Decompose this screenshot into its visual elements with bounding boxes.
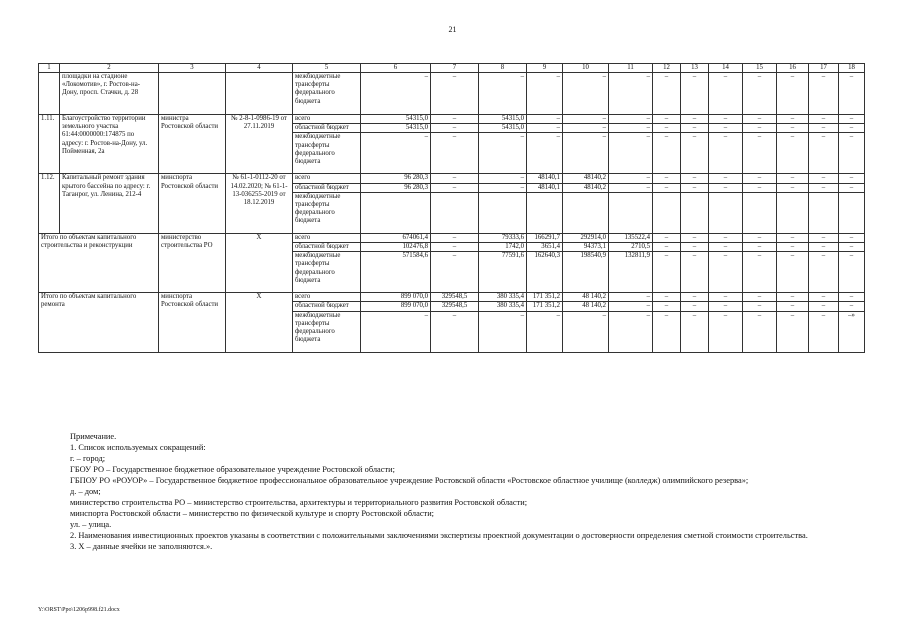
cell-c11: – bbox=[609, 115, 653, 124]
cell-c9: 166291,7 bbox=[527, 233, 563, 242]
cell-c17: – bbox=[809, 133, 839, 174]
cell-c7: 329548,5 bbox=[431, 302, 479, 311]
cell-c10: 292914,0 bbox=[563, 233, 609, 242]
cell-c11: 2710,5 bbox=[609, 243, 653, 252]
cell-c5: межбюджетные трансферты федерального бюджета bbox=[293, 133, 361, 174]
cell-c12: – bbox=[653, 115, 681, 124]
cell-c18: – bbox=[839, 174, 865, 183]
cell-c14: – bbox=[709, 311, 743, 352]
table-row bbox=[39, 115, 865, 124]
cell-c11: – bbox=[609, 124, 653, 133]
cell-c12: – bbox=[653, 302, 681, 311]
cell-c13: – bbox=[681, 183, 709, 192]
cell-c15: – bbox=[743, 174, 777, 183]
cell-c15: – bbox=[743, 311, 777, 352]
cell-c8: – bbox=[479, 73, 527, 115]
cell-c14: – bbox=[709, 233, 743, 242]
cell-c14: – bbox=[709, 174, 743, 183]
cell-c10: 48140,2 bbox=[563, 174, 609, 183]
cell-c12: – bbox=[653, 124, 681, 133]
cell-c5: областной бюджет bbox=[293, 124, 361, 133]
cell-c5: межбюджетные трансферты федерального бюджета bbox=[293, 73, 361, 115]
cell-c15: – bbox=[743, 73, 777, 115]
cell-c12: – bbox=[653, 293, 681, 302]
cell-c8: 380 335,4 bbox=[479, 293, 527, 302]
cell-c13: – bbox=[681, 311, 709, 352]
cell-c9: 48140,1 bbox=[527, 183, 563, 192]
cell-c2: площадки на стадионе «Локомотив», г. Ростов-на-Дону, просп. Стачки, д. 28 bbox=[60, 73, 159, 115]
cell-c16: – bbox=[777, 124, 809, 133]
cell-c13: – bbox=[681, 302, 709, 311]
cell-c12: – bbox=[653, 174, 681, 183]
cell-c14: – bbox=[709, 115, 743, 124]
col-header: 5 bbox=[293, 64, 361, 73]
col-header: 10 bbox=[563, 64, 609, 73]
footer-file-path: Y:\ORST\Ppo\1206p998.f21.docx bbox=[38, 607, 120, 613]
abbr-ul: ул. – улица. bbox=[70, 520, 112, 529]
cell-c15: – bbox=[743, 183, 777, 192]
cell-c13: – bbox=[681, 233, 709, 242]
cell-c17: – bbox=[809, 124, 839, 133]
cell-c18: – bbox=[839, 252, 865, 293]
cell-c6: – bbox=[361, 73, 431, 115]
cell-c16: – bbox=[777, 133, 809, 174]
cell-c4: X bbox=[226, 293, 293, 352]
cell-c10: 48 140,2 bbox=[563, 302, 609, 311]
cell-c5: областной бюджет bbox=[293, 243, 361, 252]
cell-c11: – bbox=[609, 133, 653, 174]
cell-c13: – bbox=[681, 133, 709, 174]
financing-table bbox=[38, 63, 865, 353]
cell-c7: – bbox=[431, 124, 479, 133]
cell-c5: межбюджетные трансферты федерального бюджета bbox=[293, 311, 361, 352]
cell-c7: – bbox=[431, 233, 479, 242]
cell-c10: – bbox=[563, 124, 609, 133]
cell-c5: областной бюджет bbox=[293, 302, 361, 311]
abbr-d: д. – дом; bbox=[70, 487, 101, 496]
abbr-gbpou: ГБПОУ РО «РОУОР» – Государственное бюджетное профессиональное образовательное учреждение Ростовской области «Ростовское областное училище (колледж) олимпийского резерва»; bbox=[70, 476, 749, 485]
notes-section bbox=[70, 431, 863, 552]
cell-c10: – bbox=[563, 133, 609, 174]
col-header: 8 bbox=[479, 64, 527, 73]
cell-c13 bbox=[681, 192, 709, 233]
cell-c8: 77591,6 bbox=[479, 252, 527, 293]
cell-c8: 54315,0 bbox=[479, 124, 527, 133]
col-header: 2 bbox=[60, 64, 159, 73]
col-header: 15 bbox=[743, 64, 777, 73]
cell-c10: – bbox=[563, 311, 609, 352]
cell-c17: – bbox=[809, 233, 839, 242]
cell-c17: – bbox=[809, 115, 839, 124]
col-header: 12 bbox=[653, 64, 681, 73]
abbr-minstroy: министерство строительства РО – министерство строительства, архитектуры и территориального развития Ростовской области; bbox=[70, 498, 528, 507]
cell-c11: 135522,4 bbox=[609, 233, 653, 242]
cell-c7 bbox=[431, 192, 479, 233]
cell-c7: – bbox=[431, 252, 479, 293]
cell-c16: – bbox=[777, 293, 809, 302]
cell-c4 bbox=[226, 73, 293, 115]
cell-c7: – bbox=[431, 133, 479, 174]
cell-c16: – bbox=[777, 302, 809, 311]
cell-c9: 171 351,2 bbox=[527, 302, 563, 311]
note-item-1: 1. Список используемых сокращений: bbox=[70, 443, 206, 452]
cell-c1: 1.11. bbox=[39, 115, 60, 174]
cell-c15: – bbox=[743, 302, 777, 311]
cell-c16: – bbox=[777, 115, 809, 124]
cell-c16: – bbox=[777, 73, 809, 115]
cell-c18: – bbox=[839, 124, 865, 133]
cell-c9 bbox=[527, 192, 563, 233]
cell-c11: – bbox=[609, 73, 653, 115]
cell-c18: – bbox=[839, 115, 865, 124]
table-row bbox=[39, 233, 865, 242]
cell-c6: – bbox=[361, 311, 431, 352]
col-header: 9 bbox=[527, 64, 563, 73]
col-header: 11 bbox=[609, 64, 653, 73]
cell-c17: – bbox=[809, 73, 839, 115]
cell-c16: – bbox=[777, 233, 809, 242]
cell-c11: – bbox=[609, 174, 653, 183]
cell-c9: 162640,3 bbox=[527, 252, 563, 293]
cell-c6: 54315,0 bbox=[361, 115, 431, 124]
cell-c14: – bbox=[709, 293, 743, 302]
cell-c15 bbox=[743, 192, 777, 233]
cell-c15: – bbox=[743, 243, 777, 252]
col-header: 6 bbox=[361, 64, 431, 73]
cell-c11: – bbox=[609, 302, 653, 311]
cell-c4: № 2-8-1-0986-19 от 27.11.2019 bbox=[226, 115, 293, 174]
cell-c13: – bbox=[681, 174, 709, 183]
cell-c15: – bbox=[743, 233, 777, 242]
cell-c5: областной бюджет bbox=[293, 183, 361, 192]
cell-c17: – bbox=[809, 174, 839, 183]
cell-c13: – bbox=[681, 243, 709, 252]
cell-c16: – bbox=[777, 311, 809, 352]
cell-c13: – bbox=[681, 252, 709, 293]
cell-c7: – bbox=[431, 243, 479, 252]
cell-c10: 94373,1 bbox=[563, 243, 609, 252]
cell-c5: межбюджетные трансферты федерального бюджета bbox=[293, 192, 361, 233]
col-header: 17 bbox=[809, 64, 839, 73]
cell-c12: – bbox=[653, 311, 681, 352]
cell-c17: – bbox=[809, 311, 839, 352]
table-row bbox=[39, 73, 865, 115]
cell-c13: – bbox=[681, 73, 709, 115]
cell-c7: – bbox=[431, 311, 479, 352]
col-header: 7 bbox=[431, 64, 479, 73]
cell-c8: – bbox=[479, 311, 527, 352]
cell-c11: – bbox=[609, 183, 653, 192]
cell-c12: – bbox=[653, 133, 681, 174]
cell-c18: – bbox=[839, 183, 865, 192]
col-header: 16 bbox=[777, 64, 809, 73]
cell-c2: Благоустройство территории земельного участка 61:44:0000000:174875 по адресу: г. Ростов-на-Дону, ул. Пойменная, 2а bbox=[60, 115, 159, 174]
cell-c18: –» bbox=[839, 311, 865, 352]
cell-c4: № 61-1-0112-20 от 14.02.2020; № 61-1-13-036255-2019 от 18.12.2019 bbox=[226, 174, 293, 233]
cell-c6: 899 070,0 bbox=[361, 302, 431, 311]
cell-c6: 899 070,0 bbox=[361, 293, 431, 302]
cell-c18: – bbox=[839, 293, 865, 302]
cell-c14: – bbox=[709, 302, 743, 311]
cell-c14: – bbox=[709, 183, 743, 192]
cell-c9: – bbox=[527, 311, 563, 352]
cell-c3 bbox=[159, 73, 226, 115]
cell-c15: – bbox=[743, 124, 777, 133]
cell-c5: всего bbox=[293, 293, 361, 302]
cell-c9: – bbox=[527, 133, 563, 174]
page-number: 21 bbox=[448, 25, 457, 34]
cell-c12: – bbox=[653, 183, 681, 192]
cell-c6: 674061,4 bbox=[361, 233, 431, 242]
cell-c6: 102476,8 bbox=[361, 243, 431, 252]
cell-c2: Итого по объектам капитального строительства и реконструкции bbox=[39, 233, 159, 292]
cell-c10: 198540,9 bbox=[563, 252, 609, 293]
cell-c16 bbox=[777, 192, 809, 233]
cell-c7: – bbox=[431, 115, 479, 124]
cell-c17: – bbox=[809, 252, 839, 293]
cell-c6: 96 280,3 bbox=[361, 174, 431, 183]
abbr-minsport: минспорта Ростовской области – министерство по физической культуре и спорту Ростовской области; bbox=[70, 509, 435, 518]
cell-c7: – bbox=[431, 183, 479, 192]
cell-c5: всего bbox=[293, 233, 361, 242]
cell-c4: X bbox=[226, 233, 293, 292]
cell-c1: 1.12. bbox=[39, 174, 60, 233]
cell-c6: 96 280,3 bbox=[361, 183, 431, 192]
cell-c17 bbox=[809, 192, 839, 233]
cell-c8 bbox=[479, 192, 527, 233]
cell-c8: – bbox=[479, 174, 527, 183]
cell-c14: – bbox=[709, 133, 743, 174]
cell-c1 bbox=[39, 73, 60, 115]
cell-c12: – bbox=[653, 252, 681, 293]
cell-c17: – bbox=[809, 293, 839, 302]
cell-c9: 48140,1 bbox=[527, 174, 563, 183]
cell-c8: – bbox=[479, 183, 527, 192]
cell-c14: – bbox=[709, 252, 743, 293]
col-header: 4 bbox=[226, 64, 293, 73]
note-item-2: 2. Наименования инвестиционных проектов указаны в соответствии с положительными заключениями экспертизы проектной документации о достоверности определения сметной стоимости строительства. bbox=[70, 531, 808, 540]
cell-c14: – bbox=[709, 73, 743, 115]
cell-c10: – bbox=[563, 73, 609, 115]
col-header: 14 bbox=[709, 64, 743, 73]
cell-c3: минспорта Ростовской области bbox=[159, 293, 226, 352]
cell-c17: – bbox=[809, 243, 839, 252]
cell-c5: всего bbox=[293, 174, 361, 183]
cell-c10: 48 140,2 bbox=[563, 293, 609, 302]
cell-c5: всего bbox=[293, 115, 361, 124]
cell-c6: – bbox=[361, 133, 431, 174]
cell-c16: – bbox=[777, 183, 809, 192]
cell-c18 bbox=[839, 192, 865, 233]
cell-c18: – bbox=[839, 243, 865, 252]
cell-c3: министерство строительства РО bbox=[159, 233, 226, 292]
cell-c5: межбюджетные трансферты федерального бюджета bbox=[293, 252, 361, 293]
cell-c7: – bbox=[431, 73, 479, 115]
cell-c12: – bbox=[653, 233, 681, 242]
col-header: 18 bbox=[839, 64, 865, 73]
col-header: 13 bbox=[681, 64, 709, 73]
cell-c16: – bbox=[777, 252, 809, 293]
cell-c8: 1742,0 bbox=[479, 243, 527, 252]
cell-c9: – bbox=[527, 73, 563, 115]
cell-c8: 54315,0 bbox=[479, 115, 527, 124]
cell-c18: – bbox=[839, 233, 865, 242]
cell-c13: – bbox=[681, 124, 709, 133]
cell-c3: минспорта Ростовской области bbox=[159, 174, 226, 233]
note-item-3: 3. X – данные ячейки не заполняются.». bbox=[70, 542, 213, 551]
cell-c12 bbox=[653, 192, 681, 233]
cell-c14 bbox=[709, 192, 743, 233]
cell-c10: – bbox=[563, 115, 609, 124]
table-row bbox=[39, 174, 865, 183]
cell-c15: – bbox=[743, 252, 777, 293]
cell-c15: – bbox=[743, 133, 777, 174]
cell-c8: 380 335,4 bbox=[479, 302, 527, 311]
cell-c17: – bbox=[809, 302, 839, 311]
abbr-gbou: ГБОУ РО – Государственное бюджетное образовательное учреждение Ростовской области; bbox=[70, 465, 395, 474]
table-header-row bbox=[39, 64, 865, 73]
cell-c7: – bbox=[431, 174, 479, 183]
cell-c11: – bbox=[609, 293, 653, 302]
cell-c9: 3651,4 bbox=[527, 243, 563, 252]
cell-c6: 54315,0 bbox=[361, 124, 431, 133]
cell-c7: 329548,5 bbox=[431, 293, 479, 302]
cell-c18: – bbox=[839, 302, 865, 311]
cell-c13: – bbox=[681, 115, 709, 124]
cell-c15: – bbox=[743, 115, 777, 124]
cell-c8: 79333,6 bbox=[479, 233, 527, 242]
cell-c18: – bbox=[839, 133, 865, 174]
cell-c11: – bbox=[609, 311, 653, 352]
cell-c2: Итого по объектам капитального ремонта bbox=[39, 293, 159, 352]
cell-c16: – bbox=[777, 243, 809, 252]
col-header: 1 bbox=[39, 64, 60, 73]
cell-c9: – bbox=[527, 115, 563, 124]
col-header: 3 bbox=[159, 64, 226, 73]
cell-c8: – bbox=[479, 133, 527, 174]
cell-c6 bbox=[361, 192, 431, 233]
cell-c14: – bbox=[709, 124, 743, 133]
cell-c13: – bbox=[681, 293, 709, 302]
notes-title: Примечание. bbox=[70, 432, 117, 441]
cell-c2: Капитальный ремонт здания крытого бассейна по адресу: г. Таганрог, ул. Ленина, 212-4 bbox=[60, 174, 159, 233]
cell-c12: – bbox=[653, 73, 681, 115]
cell-c3: министра Ростовской области bbox=[159, 115, 226, 174]
cell-c9: – bbox=[527, 124, 563, 133]
cell-c11 bbox=[609, 192, 653, 233]
cell-c11: 132811,9 bbox=[609, 252, 653, 293]
cell-c18: – bbox=[839, 73, 865, 115]
abbr-g: г. – город; bbox=[70, 454, 106, 463]
cell-c10 bbox=[563, 192, 609, 233]
cell-c17: – bbox=[809, 183, 839, 192]
cell-c6: 571584,6 bbox=[361, 252, 431, 293]
cell-c12: – bbox=[653, 243, 681, 252]
table-row bbox=[39, 293, 865, 302]
cell-c9: 171 351,2 bbox=[527, 293, 563, 302]
cell-c15: – bbox=[743, 293, 777, 302]
cell-c14: – bbox=[709, 243, 743, 252]
cell-c10: 48140,2 bbox=[563, 183, 609, 192]
cell-c16: – bbox=[777, 174, 809, 183]
